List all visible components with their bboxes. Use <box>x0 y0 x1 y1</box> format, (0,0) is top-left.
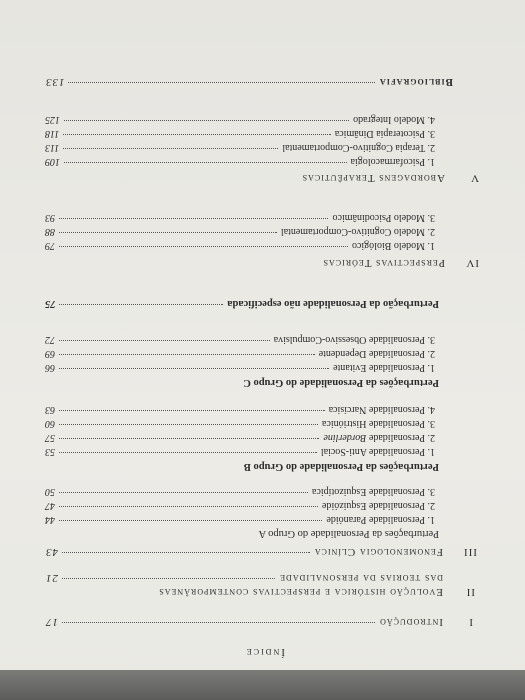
toc-entry-borderline[interactable]: 2. Personalidade Borderline 57 <box>45 432 435 443</box>
chapter-number: II <box>465 586 475 598</box>
chapter-number: V <box>470 172 479 184</box>
toc-entry-terapia-cognitivo[interactable]: 2. Terapia Cognitivo-Comportamental 113 <box>45 142 435 153</box>
toc-entry-evitante[interactable]: 1. Personalidade Evitante 66 <box>45 362 435 373</box>
toc-entry-dependente[interactable]: 2. Personalidade Dependente 69 <box>45 348 435 359</box>
leader-dots <box>64 120 349 121</box>
toc-entry-anti-social[interactable]: 1. Personalidade Anti-Social 53 <box>45 446 435 457</box>
leader-dots <box>63 148 278 149</box>
toc-entry-evolucao[interactable]: das teorias da personalidade 21 <box>45 572 443 584</box>
page-title: Índice <box>244 646 285 658</box>
leader-dots <box>59 452 317 453</box>
chapter-number: IV <box>465 257 479 269</box>
leader-dots <box>59 492 308 493</box>
leader-dots <box>62 552 310 553</box>
leader-dots <box>59 218 329 219</box>
leader-dots <box>62 622 375 623</box>
toc-entry-psicofarmacologia[interactable]: 1. Psicofarmacologia 109 <box>45 156 435 167</box>
leader-dots <box>59 410 325 411</box>
leader-dots <box>62 578 275 579</box>
group-c-heading: Perturbações da Personalidade do Grupo C <box>243 377 439 388</box>
leader-dots <box>59 368 329 369</box>
group-b-heading: Perturbações da Personalidade do Grupo B <box>243 461 439 472</box>
group-a-heading: Perturbações da Personalidade do Grupo A <box>258 528 439 539</box>
toc-entry-modelo-cognitivo[interactable]: 2. Modelo Cognitivo-Comportamental 88 <box>45 226 435 237</box>
leader-dots <box>63 134 330 135</box>
leader-dots <box>59 340 270 341</box>
leader-dots <box>59 438 319 439</box>
toc-entry-paranoide[interactable]: 1. Personalidade Paranóide 44 <box>45 514 435 525</box>
leader-dots <box>64 162 347 163</box>
toc-entry-esquizoide[interactable]: 2. Personalidade Esquizóide 47 <box>45 500 435 511</box>
toc-entry-modelo-integrado[interactable]: 4. Modelo Integrado 125 <box>45 114 435 125</box>
toc-entry-histrionica[interactable]: 3. Personalidade Histriónica 60 <box>45 418 435 429</box>
page-edge-shadow <box>0 670 525 700</box>
toc-entry-obsessivo-compulsiva[interactable]: 3. Personalidade Obsessivo-Compulsiva 72 <box>45 334 435 345</box>
toc-entry-nao-especificada[interactable]: Perturbação da Personalidade não especificada 75 <box>45 298 439 309</box>
leader-dots <box>59 354 315 355</box>
leader-dots <box>59 232 277 233</box>
toc-entry-esquizotipica[interactable]: 3. Personalidade Esquizotípica 50 <box>45 486 435 497</box>
chapter-number: I <box>468 616 473 628</box>
chapter-title-abordagens: Abordagens Terapêuticas <box>301 172 445 184</box>
leader-dots <box>69 82 375 83</box>
toc-entry-evolucao-line1: Evolução histórica e perspectivas contemporâneas <box>158 586 443 598</box>
chapter-title-perspectivas: Perspectivas Teóricas <box>322 257 445 269</box>
leader-dots <box>60 304 224 305</box>
toc-entry-introducao[interactable]: Introdução 17 <box>45 616 443 628</box>
chapter-number: III <box>463 546 477 558</box>
leader-dots <box>59 424 318 425</box>
toc-entry-modelo-biologico[interactable]: 1. Modelo Biológico 79 <box>45 240 435 251</box>
toc-entry-narcisica[interactable]: 4. Personalidade Narcísica 63 <box>45 404 435 415</box>
toc-entry-modelo-psicodinamico[interactable]: 3. Modelo Psicodinâmico 93 <box>45 212 435 223</box>
toc-entry-fenomenologia[interactable]: Fenomenologia Clínica 43 <box>45 546 443 558</box>
toc-entry-bibliografia[interactable]: Bibliografia 133 <box>45 76 453 88</box>
leader-dots <box>59 506 318 507</box>
leader-dots <box>59 520 322 521</box>
leader-dots <box>59 246 348 247</box>
toc-entry-psicoterapia-dinamica[interactable]: 3. Psicoterapia Dinâmica 118 <box>45 128 435 139</box>
